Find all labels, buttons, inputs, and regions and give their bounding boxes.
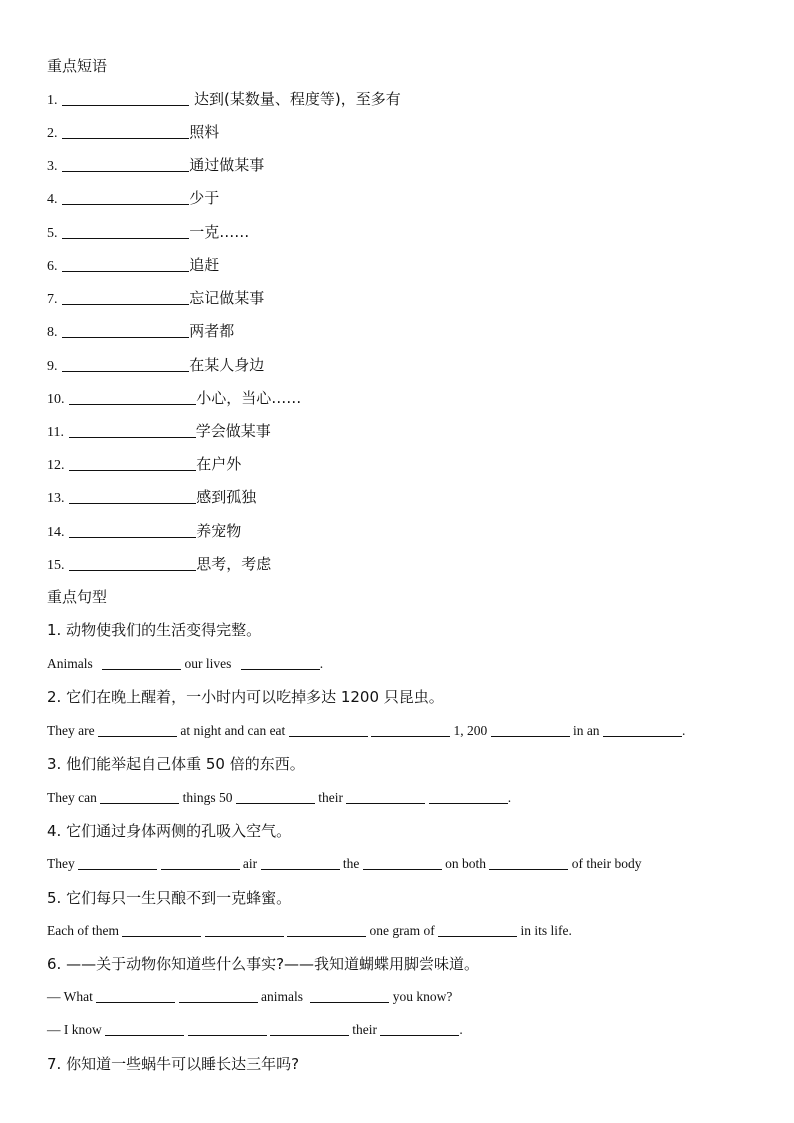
- phrase-item-2: [47, 122, 219, 144]
- answer-blank[interactable]: [161, 854, 240, 870]
- phrase-meaning: 小心，当心……: [196, 389, 302, 407]
- answer-blank[interactable]: [438, 921, 517, 937]
- answer-blank[interactable]: [62, 289, 189, 305]
- answer-blank[interactable]: [270, 1020, 349, 1036]
- phrase-meaning: 在户外: [196, 455, 242, 473]
- answer-blank[interactable]: [69, 422, 196, 438]
- sentence-prompt-3: 3. 他们能举起自己体重 50 倍的东西。: [47, 755, 305, 773]
- sentence-answer-1: [47, 654, 323, 674]
- answer-text: at night and can eat: [180, 723, 286, 738]
- answer-blank[interactable]: [310, 987, 389, 1003]
- answer-blank[interactable]: [62, 123, 189, 139]
- answer-text: their: [352, 1022, 377, 1037]
- phrase-item-7: [47, 288, 264, 310]
- phrase-number: 4.: [47, 192, 58, 207]
- phrase-number: 11.: [47, 425, 64, 440]
- answer-blank[interactable]: [363, 854, 442, 870]
- answer-blank[interactable]: [69, 455, 196, 471]
- phrase-item-11: [47, 421, 271, 443]
- answer-text: things 50: [182, 790, 233, 805]
- sentence-answer-5: [47, 921, 572, 941]
- answer-blank[interactable]: [489, 854, 568, 870]
- phrase-meaning: 忘记做某事: [189, 289, 265, 307]
- answer-blank[interactable]: [62, 356, 189, 372]
- phrase-item-10: [47, 388, 301, 410]
- phrase-item-9: [47, 355, 264, 377]
- answer-text: in its life.: [520, 923, 572, 938]
- sentence-answer-3: [47, 788, 511, 808]
- answer-blank[interactable]: [69, 488, 196, 504]
- answer-blank[interactable]: [346, 788, 425, 804]
- phrase-number: 9.: [47, 359, 58, 374]
- sentence-answer-2: [47, 721, 685, 741]
- answer-text: They are: [47, 723, 95, 738]
- answer-blank[interactable]: [69, 522, 196, 538]
- phrase-number: 8.: [47, 325, 58, 340]
- answer-blank[interactable]: [236, 788, 315, 804]
- answer-blank[interactable]: [78, 854, 157, 870]
- phrase-number: 7.: [47, 292, 58, 307]
- phrase-meaning: 通过做某事: [189, 156, 265, 174]
- answer-blank[interactable]: [62, 256, 189, 272]
- sentence-prompt-2: 2. 它们在晚上醒着，一小时内可以吃掉多达 1200 只昆虫。: [47, 688, 444, 706]
- sentence-prompt-6: 6. ——关于动物你知道些什么事实?——我知道蝴蝶用脚尝味道。: [47, 955, 480, 973]
- answer-blank[interactable]: [429, 788, 508, 804]
- phrase-number: 15.: [47, 558, 65, 573]
- answer-text: on both: [445, 856, 487, 871]
- answer-blank[interactable]: [491, 721, 570, 737]
- answer-blank[interactable]: [205, 921, 284, 937]
- answer-text: They: [47, 856, 75, 871]
- phrase-number: 12.: [47, 458, 65, 473]
- answer-text: of their body: [571, 856, 642, 871]
- answer-blank[interactable]: [69, 555, 196, 571]
- section-title-key-sentences: 重点句型: [47, 588, 108, 606]
- phrase-item-13: [47, 487, 256, 509]
- answer-blank[interactable]: [261, 854, 340, 870]
- answer-blank[interactable]: [96, 987, 175, 1003]
- answer-text: 1, 200: [453, 723, 488, 738]
- phrase-item-5: [47, 222, 249, 244]
- sentence-prompt-1: 1. 动物使我们的生活变得完整。: [47, 621, 262, 639]
- answer-blank[interactable]: [188, 1020, 267, 1036]
- answer-blank[interactable]: [62, 189, 189, 205]
- answer-blank[interactable]: [62, 322, 189, 338]
- phrase-item-8: [47, 321, 234, 343]
- answer-blank[interactable]: [122, 921, 201, 937]
- phrase-item-12: [47, 454, 241, 476]
- phrase-meaning: 少于: [189, 189, 220, 207]
- answer-text: Each of them: [47, 923, 119, 938]
- answer-text: their: [318, 790, 343, 805]
- phrase-number: 2.: [47, 126, 58, 141]
- answer-blank[interactable]: [62, 90, 189, 106]
- sentence-prompt-7: 7. 你知道一些蜗牛可以睡长达三年吗?: [47, 1055, 300, 1073]
- answer-blank[interactable]: [179, 987, 258, 1003]
- sentence-prompt-5: 5. 它们每只一生只酿不到一克蜂蜜。: [47, 889, 292, 907]
- phrase-meaning: 两者都: [189, 322, 235, 340]
- phrase-meaning: 一克……: [189, 223, 250, 241]
- phrase-number: 14.: [47, 525, 65, 540]
- answer-text: Animals: [47, 656, 93, 671]
- phrase-item-3: [47, 155, 264, 177]
- answer-text: one gram of: [369, 923, 435, 938]
- answer-blank[interactable]: [289, 721, 368, 737]
- answer-blank[interactable]: [371, 721, 450, 737]
- phrase-meaning: 思考，考虑: [196, 555, 272, 573]
- phrase-meaning: 在某人身边: [189, 356, 265, 374]
- answer-text: .: [319, 656, 324, 671]
- answer-text: .: [507, 790, 512, 805]
- sentence-answer-4: [47, 854, 642, 874]
- section-title-key-phrases: 重点短语: [47, 57, 108, 75]
- phrase-number: 13.: [47, 491, 65, 506]
- phrase-meaning: 学会做某事: [195, 422, 271, 440]
- answer-text: the: [342, 856, 360, 871]
- phrase-item-1: [47, 89, 401, 111]
- phrase-meaning: 照料: [189, 123, 220, 141]
- answer-blank[interactable]: [100, 788, 179, 804]
- phrase-item-4: [47, 188, 219, 210]
- answer-text: air: [242, 856, 258, 871]
- answer-blank[interactable]: [69, 389, 196, 405]
- phrase-item-15: [47, 554, 271, 576]
- answer-text: .: [681, 723, 686, 738]
- answer-text: our lives: [184, 656, 232, 671]
- answer-text: you know?: [392, 989, 453, 1004]
- sentence-prompt-4: 4. 它们通过身体两侧的孔吸入空气。: [47, 822, 292, 840]
- phrase-number: 10.: [47, 392, 65, 407]
- phrase-meaning: 养宠物: [196, 522, 242, 540]
- answer-blank[interactable]: [287, 921, 366, 937]
- answer-blank[interactable]: [62, 156, 189, 172]
- phrase-number: 3.: [47, 159, 58, 174]
- phrase-meaning: 追赶: [189, 256, 220, 274]
- answer-blank[interactable]: [380, 1020, 459, 1036]
- phrase-item-6: [47, 255, 219, 277]
- answer-text: .: [459, 1022, 463, 1037]
- phrase-number: 5.: [47, 226, 58, 241]
- sentence-answer-6a: [47, 987, 452, 1007]
- answer-blank[interactable]: [603, 721, 682, 737]
- phrase-number: 6.: [47, 259, 58, 274]
- answer-blank[interactable]: [62, 223, 189, 239]
- phrase-number: 1.: [47, 93, 58, 108]
- answer-blank[interactable]: [241, 654, 320, 670]
- answer-text: animals: [261, 989, 303, 1004]
- answer-blank[interactable]: [102, 654, 181, 670]
- phrase-item-14: [47, 521, 241, 543]
- sentence-answer-6b: [47, 1020, 463, 1040]
- answer-blank[interactable]: [105, 1020, 184, 1036]
- phrase-meaning: 达到(某数量、程度等)，至多有: [189, 90, 401, 108]
- answer-text: They can: [47, 790, 97, 805]
- answer-text: in an: [572, 723, 600, 738]
- answer-blank[interactable]: [98, 721, 177, 737]
- phrase-meaning: 感到孤独: [196, 488, 257, 506]
- answer-text: — I know: [47, 1022, 102, 1037]
- answer-text: — What: [47, 989, 93, 1004]
